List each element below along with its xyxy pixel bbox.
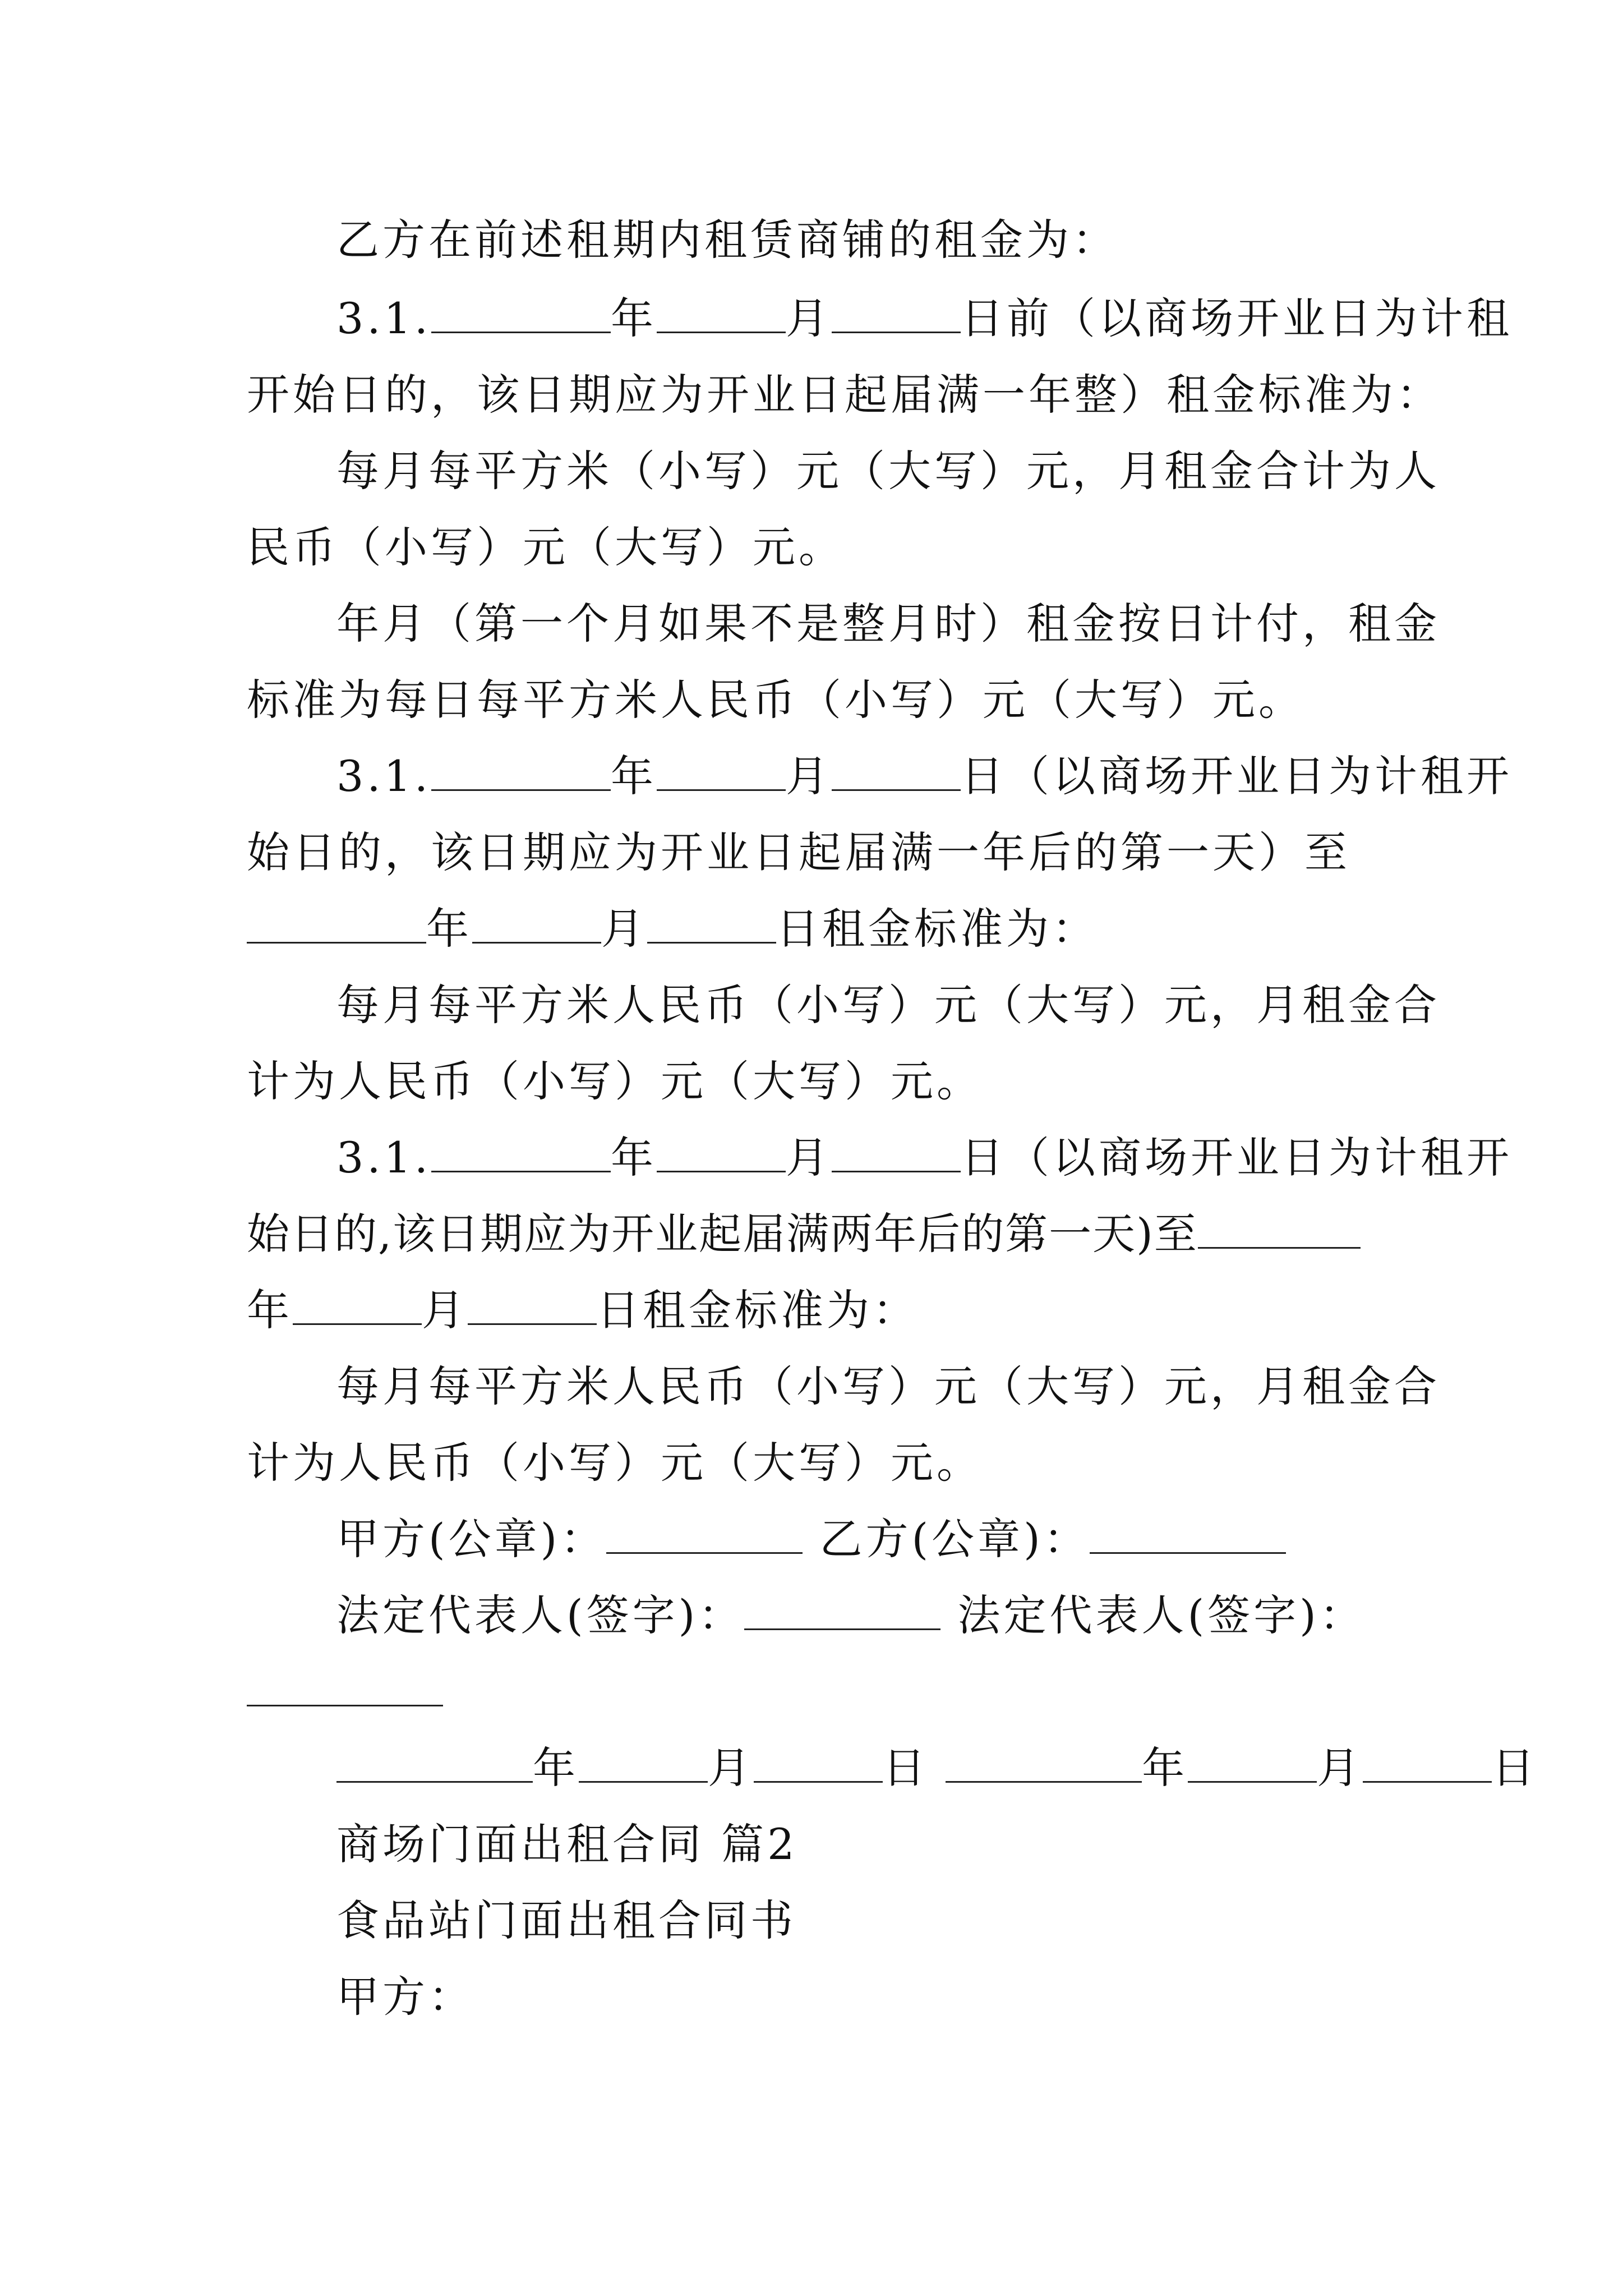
paragraph bbox=[247, 519, 845, 576]
rep-b-blank bbox=[247, 1669, 443, 1706]
text: 年 bbox=[611, 751, 657, 801]
party-a-seal-blank bbox=[606, 1516, 803, 1554]
text: 年 bbox=[426, 904, 472, 954]
rep-b-label: 法定代表人(签字)： bbox=[957, 1590, 1366, 1640]
text: 食品站门面出租合同书 bbox=[336, 1895, 796, 1945]
text: 每月每平方米（小写）元（大写）元，月租金合计为人 bbox=[336, 446, 1440, 496]
text: 月 bbox=[786, 1133, 832, 1182]
date-line bbox=[336, 1740, 1538, 1796]
blank-month bbox=[293, 1287, 422, 1325]
party-b-seal-label: 乙方(公章)： bbox=[819, 1514, 1090, 1564]
blank-month bbox=[657, 1135, 786, 1172]
text: 日（以商场开业日为计租开 bbox=[961, 751, 1513, 801]
text: 日租金标准为： bbox=[776, 904, 1098, 954]
clause-3-1-b-line3 bbox=[247, 901, 1098, 957]
blank-year bbox=[336, 1745, 533, 1783]
text: 日 bbox=[1492, 1743, 1538, 1793]
paragraph bbox=[247, 672, 1304, 728]
text: 商场门面出租合同 篇2 bbox=[336, 1819, 798, 1869]
clause-number: 3.1. bbox=[336, 293, 432, 343]
text: 日 bbox=[883, 1743, 929, 1793]
text: 日（以商场开业日为计租开 bbox=[961, 1133, 1513, 1182]
paragraph bbox=[336, 977, 1440, 1033]
text: 年 bbox=[533, 1743, 579, 1793]
blank-month bbox=[579, 1745, 708, 1783]
blank-day bbox=[832, 1135, 961, 1172]
blank-year bbox=[431, 753, 611, 791]
paragraph bbox=[336, 596, 1440, 652]
paragraph bbox=[336, 443, 1440, 499]
text: 年月（第一个月如果不是整月时）租金按日计付，租金 bbox=[336, 599, 1440, 648]
text: 计为人民币（小写）元（大写）元。 bbox=[247, 1438, 983, 1488]
text: 民币（小写）元（大写）元。 bbox=[247, 522, 845, 572]
text: 月 bbox=[422, 1285, 468, 1335]
paragraph bbox=[247, 1053, 983, 1110]
blank-day bbox=[1363, 1745, 1492, 1783]
text: 开始日的，该日期应为开业日起届满一年整）租金标准为： bbox=[247, 370, 1442, 420]
text: 月 bbox=[1317, 1743, 1363, 1793]
blank-year bbox=[946, 1745, 1142, 1783]
blank-year bbox=[431, 1135, 611, 1172]
text: 始日的，该日期应为开业日起届满一年后的第一天）至 bbox=[247, 827, 1350, 877]
rep-a-blank bbox=[744, 1593, 940, 1630]
text: 年 bbox=[611, 293, 657, 343]
rep-a-label: 法定代表人(签字)： bbox=[336, 1590, 745, 1640]
party-a-line bbox=[336, 1969, 474, 2025]
party-b-seal-blank bbox=[1090, 1516, 1286, 1554]
rep-b-blank-line bbox=[247, 1664, 443, 1720]
blank-year bbox=[431, 296, 611, 333]
text: 乙方在前述租期内租赁商铺的租金为： bbox=[336, 215, 1118, 265]
text: 月 bbox=[708, 1743, 754, 1793]
blank-month bbox=[1188, 1745, 1317, 1783]
clause-3-1-b-line1 bbox=[336, 748, 1513, 804]
text: 日租金标准为： bbox=[597, 1285, 919, 1335]
seal-line bbox=[336, 1511, 1286, 1567]
section-title bbox=[336, 1816, 798, 1872]
text: 年 bbox=[611, 1133, 657, 1182]
text: 年 bbox=[1142, 1743, 1188, 1793]
text: 始日的,该日期应为开业起届满两年后的第一天)至 bbox=[247, 1209, 1198, 1259]
clause-3-1-c-line1 bbox=[336, 1130, 1513, 1186]
clause-number: 3.1. bbox=[336, 751, 432, 801]
clause-3-1-a-line1 bbox=[336, 291, 1513, 347]
paragraph bbox=[336, 1359, 1440, 1415]
blank-month bbox=[657, 296, 786, 333]
text: 标准为每日每平方米人民币（小写）元（大写）元。 bbox=[247, 675, 1304, 725]
clause-3-1-a-line2 bbox=[247, 367, 1442, 423]
text: 日前（以商场开业日为计租 bbox=[961, 293, 1513, 343]
text: 每月每平方米人民币（小写）元（大写）元，月租金合 bbox=[336, 980, 1440, 1030]
paragraph bbox=[247, 1435, 983, 1491]
blank-month bbox=[657, 753, 786, 791]
blank-year bbox=[247, 906, 426, 944]
clause-3-1-c-line3 bbox=[247, 1282, 919, 1338]
text: 计为人民币（小写）元（大写）元。 bbox=[247, 1056, 983, 1106]
paragraph bbox=[336, 212, 1118, 268]
contract-title bbox=[336, 1893, 796, 1949]
text: 每月每平方米人民币（小写）元（大写）元，月租金合 bbox=[336, 1361, 1440, 1411]
text: 年 bbox=[247, 1285, 293, 1335]
clause-3-1-b-line2 bbox=[247, 825, 1350, 881]
representative-line bbox=[336, 1588, 1366, 1644]
blank-day bbox=[647, 906, 776, 944]
clause-3-1-c-line2 bbox=[247, 1206, 1361, 1262]
blank-year bbox=[1198, 1211, 1361, 1249]
blank-day bbox=[832, 753, 961, 791]
blank-day bbox=[754, 1745, 883, 1783]
text: 月 bbox=[786, 751, 832, 801]
party-a-seal-label: 甲方(公章)： bbox=[336, 1514, 607, 1564]
clause-number: 3.1. bbox=[336, 1133, 432, 1182]
text: 月 bbox=[601, 904, 647, 954]
text: 月 bbox=[786, 293, 832, 343]
blank-month bbox=[472, 906, 601, 944]
text: 甲方： bbox=[336, 1972, 474, 2022]
blank-day bbox=[468, 1287, 597, 1325]
blank-day bbox=[832, 296, 961, 333]
